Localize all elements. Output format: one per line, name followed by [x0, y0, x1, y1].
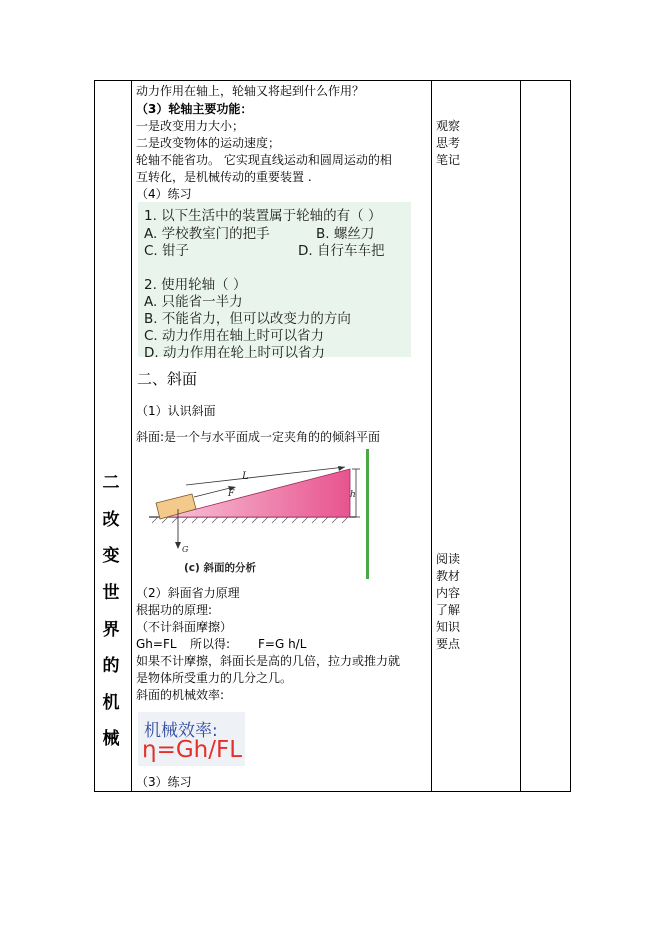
figure-label-G: G — [182, 545, 189, 554]
formula-work: Gh=FL — [136, 637, 177, 651]
option-1b: B. 螺丝刀 — [316, 226, 375, 242]
text-line: （4）练习 — [136, 187, 192, 201]
text-line: （3）练习 — [136, 775, 192, 789]
section-label-char: 二 — [102, 473, 120, 493]
table-top-border — [94, 80, 571, 81]
efficiency-formula: η=Gh/FL — [142, 737, 243, 763]
text-line: 动力作用在轴上，轮轴又将起到什么作用？ — [136, 84, 365, 98]
formula-force: F=G h/L — [258, 637, 307, 651]
note-line: 笔记 — [436, 153, 461, 167]
efficiency-title: 机械效率: — [144, 721, 218, 741]
option-1d: D. 自行车车把 — [298, 243, 385, 259]
note-line: 知识 — [436, 620, 461, 634]
text-line: （不计斜面摩擦） — [136, 620, 233, 634]
section-label-char: 的 — [102, 656, 120, 676]
efficiency-image — [138, 712, 245, 766]
section-heading-incline: 二、斜面 — [137, 370, 198, 388]
figure-label-L: L — [242, 471, 249, 482]
question-2: 2. 使用轮轴（ ） — [144, 277, 247, 293]
note-line: 思考 — [436, 136, 461, 150]
text-line: 互转化，是机械传动的重要装置 . — [136, 170, 312, 184]
section-label-char: 机 — [102, 693, 120, 713]
note-line: 内容 — [436, 586, 461, 600]
section-label-char: 械 — [102, 729, 120, 749]
note-line: 观察 — [436, 119, 461, 133]
section-label-char: 世 — [102, 583, 120, 603]
section-label-char: 改 — [102, 510, 120, 530]
table-col-line-3 — [431, 80, 432, 792]
question-1: 1. 以下生活中的装置属于轮轴的有（ ） — [144, 208, 382, 224]
option-2b: B. 不能省力，但可以改变力的方向 — [144, 311, 351, 327]
incline-figure — [138, 447, 374, 580]
exercise-image — [138, 202, 411, 361]
text-line: 二是改变物体的运动速度； — [136, 136, 281, 150]
option-1c: C. 钳子 — [144, 243, 190, 259]
note-line: 阅读 — [436, 552, 461, 566]
figure-label-F: F — [228, 489, 235, 499]
text-line: 根据功的原理: — [136, 603, 213, 617]
section-label-char: 界 — [102, 620, 120, 640]
table-col-line-2 — [131, 80, 132, 792]
incline-definition: 斜面:是一个与水平面成一定夹角的的倾斜平面 — [136, 430, 381, 444]
figure-caption: (c) 斜面的分析 — [184, 562, 256, 574]
text-line: 是物体所受重力的几分之几。 — [136, 671, 293, 685]
table-bottom-border — [94, 791, 571, 792]
section-label-char: 变 — [102, 546, 120, 566]
note-line: 教材 — [436, 569, 461, 583]
text-line: 一是改变用力大小； — [136, 119, 245, 133]
option-2a: A. 只能省一半力 — [144, 294, 243, 310]
text-line: 斜面的机械效率: — [136, 688, 225, 702]
subheading-function: （3）轮轴主要功能： — [136, 102, 253, 116]
option-1a: A. 学校教室门的把手 — [144, 226, 270, 242]
table-col-line-5 — [570, 80, 571, 792]
option-2d: D. 动力作用在轮上时可以省力 — [144, 345, 325, 361]
text-line: （2）斜面省力原理 — [136, 586, 240, 600]
note-line: 了解 — [436, 603, 461, 617]
text-line: 如果不计摩擦，斜面长是高的几倍，拉力或推力就 — [136, 654, 401, 668]
text-so: 所以得: — [190, 637, 231, 651]
text-line: 轮轴不能省功。 它实现直线运动和圆周运动的相 — [136, 153, 392, 167]
table-col-line-1 — [94, 80, 95, 792]
text-line: （1）认识斜面 — [136, 404, 216, 418]
option-2c: C. 动力作用在轴上时可以省力 — [144, 328, 325, 344]
note-line: 要点 — [436, 637, 461, 651]
figure-label-h: h — [350, 490, 356, 500]
table-col-line-4 — [520, 80, 521, 792]
